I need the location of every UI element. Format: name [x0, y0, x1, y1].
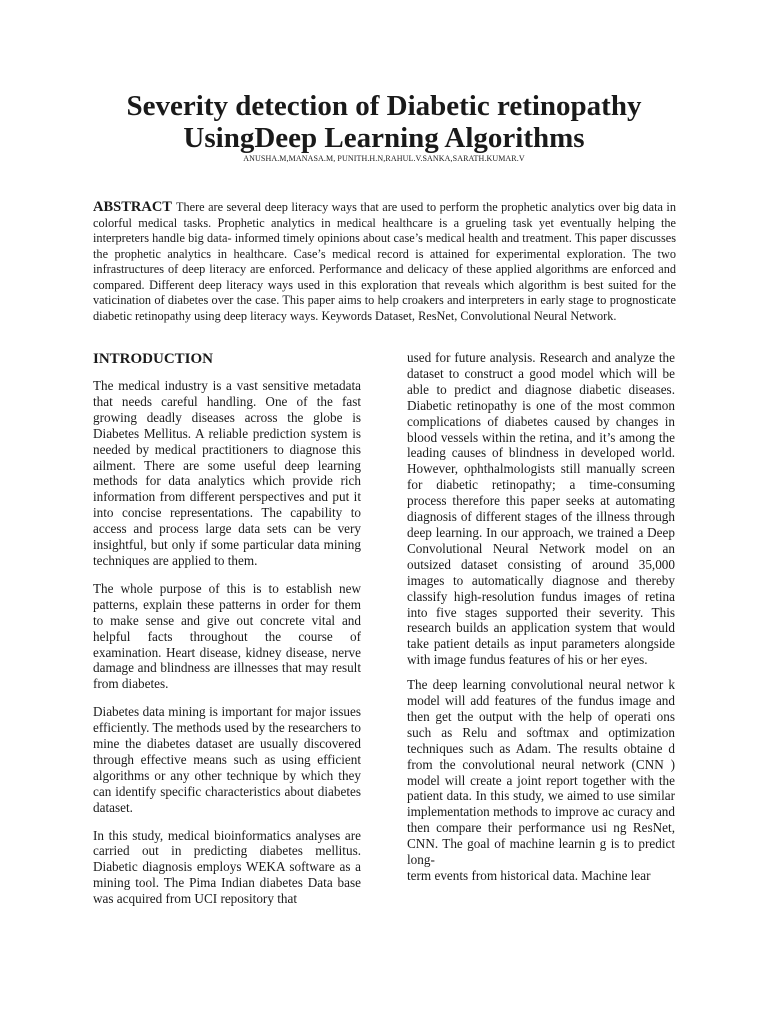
abstract-text: There are several deep literacy ways that are used to perform the prophetic analytics over big data in colorful medical tasks. Prophetic analytics in medical healthcare is a grueling task yet eventually helping the interpreters handle big data- informed timely opinions about case’s medical health and treatment. This paper discusses the prophetic analytics in healthcare. Case’s medical record is attained for experimental exploration. The two infrastructures of deep literacy are enforced. Performance and delicacy of these applied algorithms are enforced and compared. Different deep literacy ways used in this exploration that reveals which algorithm is best suited for the vaticination of diabetes over the case. This paper aims to help croakers and interpreters in early stage to prognosticate diabetic retinopathy using deep literacy ways. Keywords Dataset, ResNet, Convolutional Neural Network. — [93, 200, 676, 323]
title-line-1: Severity detection of Diabetic retinopathy — [126, 90, 642, 122]
left-paragraph-4: In this study, medical bioinformatics analyses are carried out in predicting diabetes mellitus. Diabetic diagnosis employs WEKA software as a mining tool. The Pima Indian diabetes Data base was acquired from UCI repository that — [93, 827, 361, 907]
paper-title — [0, 90, 768, 154]
right-paragraph-2: The deep learning convolutional neural networ k model will add features of the fundus image and then get the output with the help of operati ons such as Relu and softmax and optimization techniques such as Adam. The results obtaine d from the convolutional neural network (CNN ) model will create a joint report together with the patient data. In this study, we aimed to use similar implementation methods to improve ac curacy and then compare their performance usi ng ResNet, CNN. The goal of machine learnin g is to predict long- — [407, 677, 675, 868]
abstract-heading: ABSTRACT — [93, 199, 172, 215]
abstract — [93, 200, 676, 324]
left-paragraph-3: Diabetes data mining is important for major issues efficiently. The methods used by the researchers to mine the diabetes dataset are usually discovered through effective means such as using efficient algorithms or any other technique by which they can identify specific characteristics about diabetes dataset. — [93, 704, 361, 815]
left-paragraph-2: The whole purpose of this is to establish new patterns, explain these patterns in order for them to make sense and give out concrete vital and helpful facts throughout the course of examination. Heart disease, kidney disease, nerve damage and blindness are illnesses that may result from diabetes. — [93, 580, 361, 692]
left-column — [93, 350, 361, 919]
author-list: ANUSHA.M,MANASA.M, PUNITH.H.N,RAHUL.V.SANKA,SARATH.KUMAR.V — [243, 154, 525, 163]
left-paragraph-1: The medical industry is a vast sensitive metadata that needs careful handling. One of the fast growing deadly diseases across the globe is Diabetes Mellitus. A reliable prediction system is needed by medical practitioners to diagnose this ailment. There are some useful deep learning methods for data analytics which provide rich information from different perspectives and put it into concise representations. The capability to access and process large data sets can be very insightful, but only if some particular data mining techniques are applied to them. — [93, 378, 361, 568]
introduction-heading: INTRODUCTION — [93, 351, 214, 367]
title-line-2: UsingDeep Learning Algorithms — [183, 122, 585, 154]
right-paragraph-3: term events from historical data. Machine lear — [407, 868, 651, 883]
right-paragraph-1: used for future analysis. Research and analyze the dataset to construct a good model which will be able to predict and diagnose diabetic diseases. Diabetic retinopathy is one of the most common complications of diabetes caused by changes in blood vessels within the retina, and it’s among the leading causes of blindness in developed world. However, ophthalmologists still manually screen for diabetic retinopathy; a time-consuming process therefore this paper seeks at automating diagnosis of different stages of the illness through deep learning. In our approach, we trained a Deep Convolutional Neural Network model on an outsized dataset consisting of around 35,000 images to automatically diagnose and thereby classify high-resolution fundus images of retina into five stages supported their severity. This research builds an application system that would take patient details as input parameters alongside with image fundus features of his or her eyes. — [407, 350, 675, 668]
right-column — [407, 350, 675, 893]
